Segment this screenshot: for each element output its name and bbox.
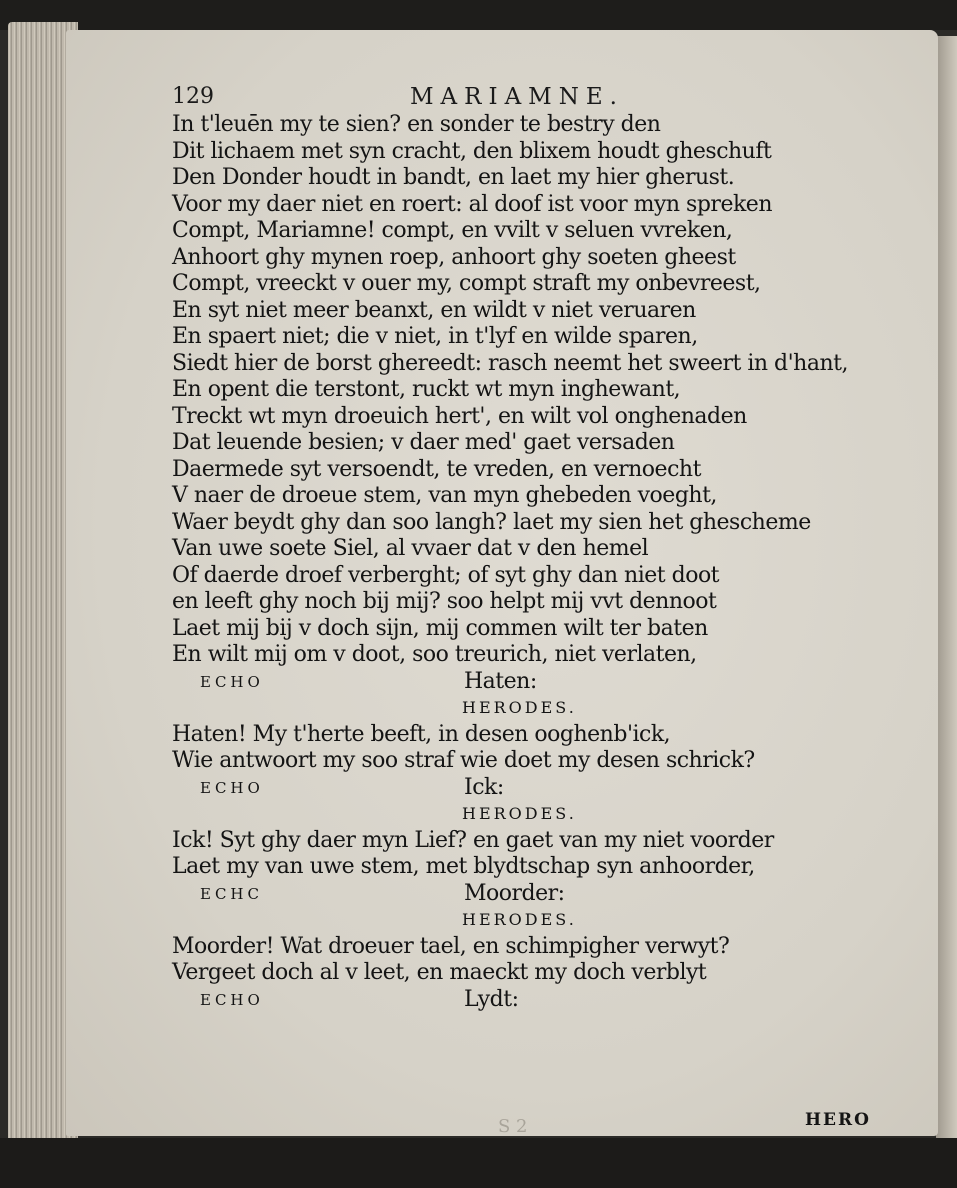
echo-line (172, 987, 902, 1014)
verse-line: Wie antwoort my soo straf wie doet my desen schrick? (172, 748, 755, 773)
verse-line: Siedt hier de borst ghereedt: rasch neemt het sweert in d'hant, (172, 350, 848, 376)
verse-line: Laet my van uwe stem, met blydtschap syn anhoorder, (172, 854, 755, 879)
verse-line: Voor my daer niet en roert: al doof ist voor myn spreken (172, 191, 772, 217)
echo-speaker-label: ECHC (200, 884, 263, 903)
speaker-label: HERODES. (462, 804, 577, 823)
echo-line (172, 775, 902, 802)
page-number: 129 (172, 84, 214, 109)
speaker-label: HERODES. (462, 698, 577, 717)
book-background (0, 0, 957, 30)
echo-reply: Ick: (464, 774, 504, 800)
verse-line: En opent die terstont, ruckt wt myn inghewant, (172, 377, 681, 402)
verse-line: Laet mij bij v doch sijn, mij commen wilt ter baten (172, 615, 708, 641)
echo-speaker-label: ECHO (200, 778, 264, 797)
verse-line: Anhoort ghy mynen roep, anhoort ghy soeten gheest (172, 244, 736, 270)
verse-line: en leeft ghy noch bij mij? soo helpt mij vvt dennoot (172, 589, 717, 614)
verse-line: In t'leuēn my te sien? en sonder te bestry den (172, 112, 661, 137)
signature-mark: S 2 (498, 1116, 528, 1137)
echo-line (172, 881, 902, 908)
verse-line: Dat leuende besien; v daer med' gaet versaden (172, 430, 675, 455)
verse-line: Waer beydt ghy dan soo langh? laet my sien het ghescheme (172, 509, 811, 535)
verse-line: Dit lichaem met syn cracht, den blixem houdt gheschuft (172, 138, 772, 164)
facing-page-edge (936, 36, 957, 1166)
verse-line: Den Donder houdt in bandt, en laet my hier gherust. (172, 165, 735, 190)
verse-text (172, 112, 902, 1013)
verse-line: Van uwe soete Siel, al vvaer dat v den hemel (172, 536, 649, 561)
verse-line: Compt, Mariamne! compt, en vvilt v seluen vvreken, (172, 218, 733, 243)
verse-line: En wilt mij om v doot, soo treurich, niet verlaten, (172, 642, 697, 667)
verse-line: Compt, vreeckt v ouer my, compt straft my onbevreest, (172, 271, 761, 296)
book-bottom-shadow (0, 1138, 957, 1188)
verse-line: Treckt wt myn droeuich hert', en wilt vol onghenaden (172, 403, 747, 429)
verse-line: En syt niet meer beanxt, en wildt v niet veruaren (172, 297, 696, 323)
running-title: MARIAMNE. (410, 84, 624, 110)
verse-line: Daermede syt versoendt, te vreden, en vernoecht (172, 456, 701, 482)
verse-line: En spaert niet; die v niet, in t'lyf en wilde sparen, (172, 324, 698, 349)
verse-line: Ick! Syt ghy daer myn Lief? en gaet van my niet voorder (172, 827, 774, 853)
speaker-label: HERODES. (462, 910, 577, 929)
verse-line: Vergeet doch al v leet, en maeckt my doch verblyt (172, 960, 707, 985)
verse-line: Moorder! Wat droeuer tael, en schimpigher verwyt? (172, 933, 730, 959)
verse-line: V naer de droeue stem, van myn ghebeden voeght, (172, 483, 717, 508)
echo-reply: Haten: (464, 668, 537, 694)
echo-reply: Moorder: (464, 880, 565, 906)
echo-speaker-label: ECHO (200, 990, 264, 1009)
echo-speaker-label: ECHO (200, 672, 264, 691)
verse-line: Of daerde droef verberght; of syt ghy dan niet doot (172, 562, 720, 588)
echo-reply: Lydt: (464, 986, 519, 1012)
echo-line (172, 669, 902, 696)
verse-line: Haten! My t'herte beeft, in desen ooghenb'ick, (172, 721, 671, 747)
catchword: HERO (805, 1110, 871, 1130)
